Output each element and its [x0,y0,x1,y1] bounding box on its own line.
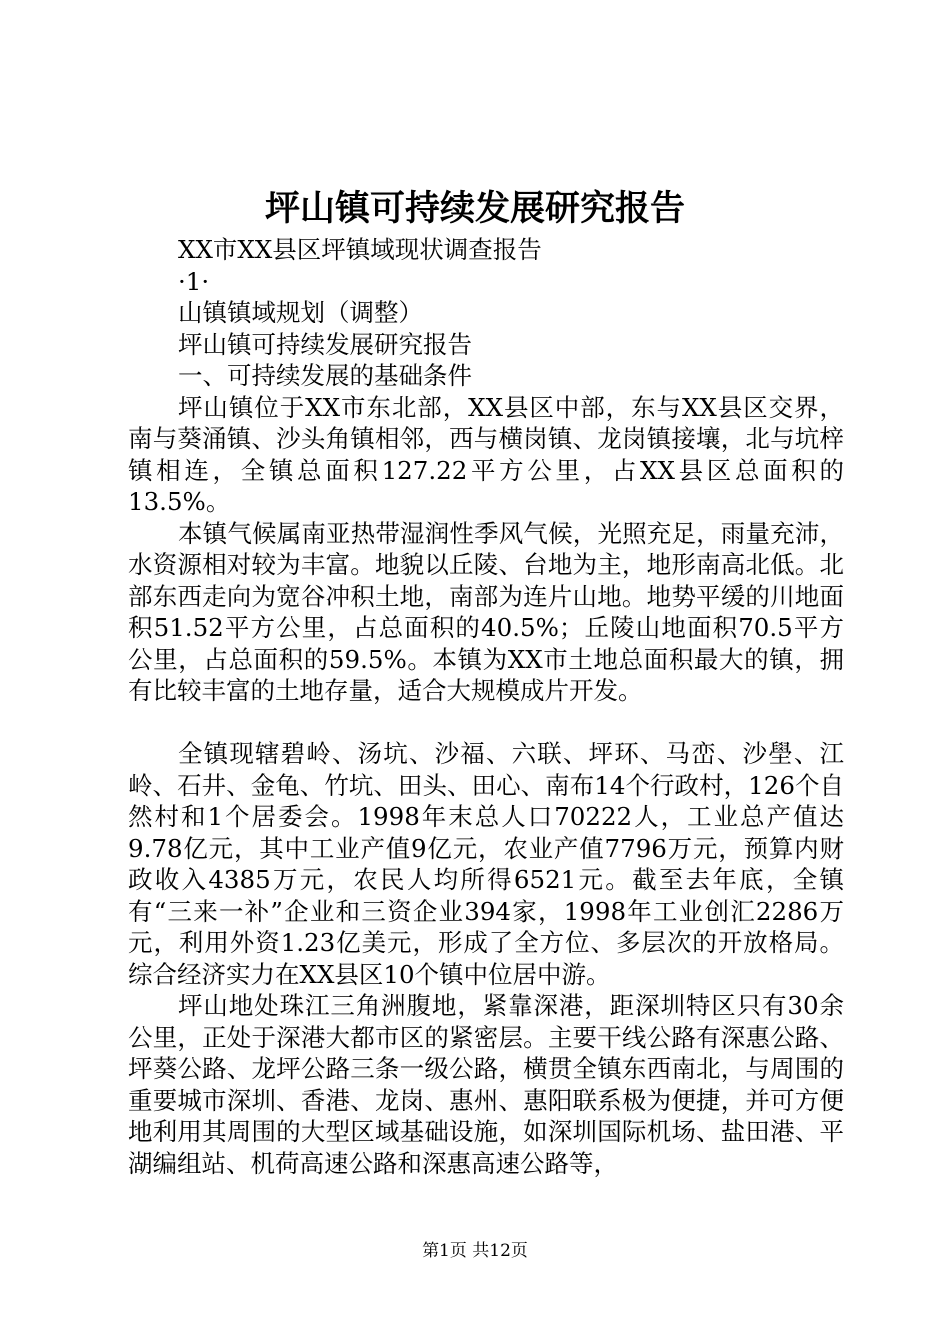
page-footer: 第1页 共12页 [422,1241,528,1261]
paragraph-transport: 坪山地处珠江三角洲腹地，紧靠深港，距深圳特区只有30余公里，正处于深港大都市区的紧密层。主要干线公路有深惠公路、坪葵公路、龙坪公路三条一级公路，横贯全镇东西南北，与周围的重要城市深圳、香港、龙岗、惠州、惠阳联系极为便捷，并可方便地利用其周围的大型区域基础设施，如深圳国际机场、盐田港、平湖编组站、机荷高速公路和深惠高速公路等， [128,991,844,1178]
document-title: 坪山镇可持续发展研究报告 [264,189,685,229]
plan-title-line: 山镇镇域规划（调整） [178,298,423,327]
report-title-line: 坪山镇可持续发展研究报告 [178,329,472,359]
document-body [128,234,844,1179]
page-marker-line: ·1· [178,266,210,296]
subtitle-line: XX市XX县区坪镇域现状调查报告 [178,235,542,264]
paragraph-climate: 本镇气候属南亚热带湿润性季风气候，光照充足，雨量充沛，水资源相对较为丰富。地貌以丘陵、台地为主，地形南高北低。北部东西走向为宽谷冲积土地，南部为连片山地。地势平缓的川地面积51.52平方公里，占总面积的40.5%；丘陵山地面积70.5平方公里，占总面积的59.5%。本镇为XX市土地总面积最大的镇，拥有比较丰富的土地存量，适合大规模成片开发。 [128,518,844,705]
paragraph-administration: 全镇现辖碧岭、汤坑、沙福、六联、坪环、马峦、沙壆、江岭、石井、金龟、竹坑、田头、田心、南布14个行政村，126个自然村和1个居委会。1998年末总人口70222人，工业总产值达9.78亿元，其中工业产值9亿元，农业产值7796万元，预算内财政收入4385万元，农民人均所得6521元。截至去年底，全镇有“三来一补”企业和三资企业394家，1998年工业创汇2286万元，利用外资1.23亿美元，形成了全方位、多层次的开放格局。综合经济实力在XX县区10个镇中位居中游。 [128,739,844,989]
section-heading: 一、可持续发展的基础条件 [178,361,472,390]
paragraph-location: 坪山镇位于XX市东北部，XX县区中部，东与XX县区交界，南与葵涌镇、沙头角镇相邻，西与横岗镇、龙岗镇接壤，北与坑梓镇相连，全镇总面积127.22平方公里，占XX县区总面积的13.5%。 [128,392,844,516]
